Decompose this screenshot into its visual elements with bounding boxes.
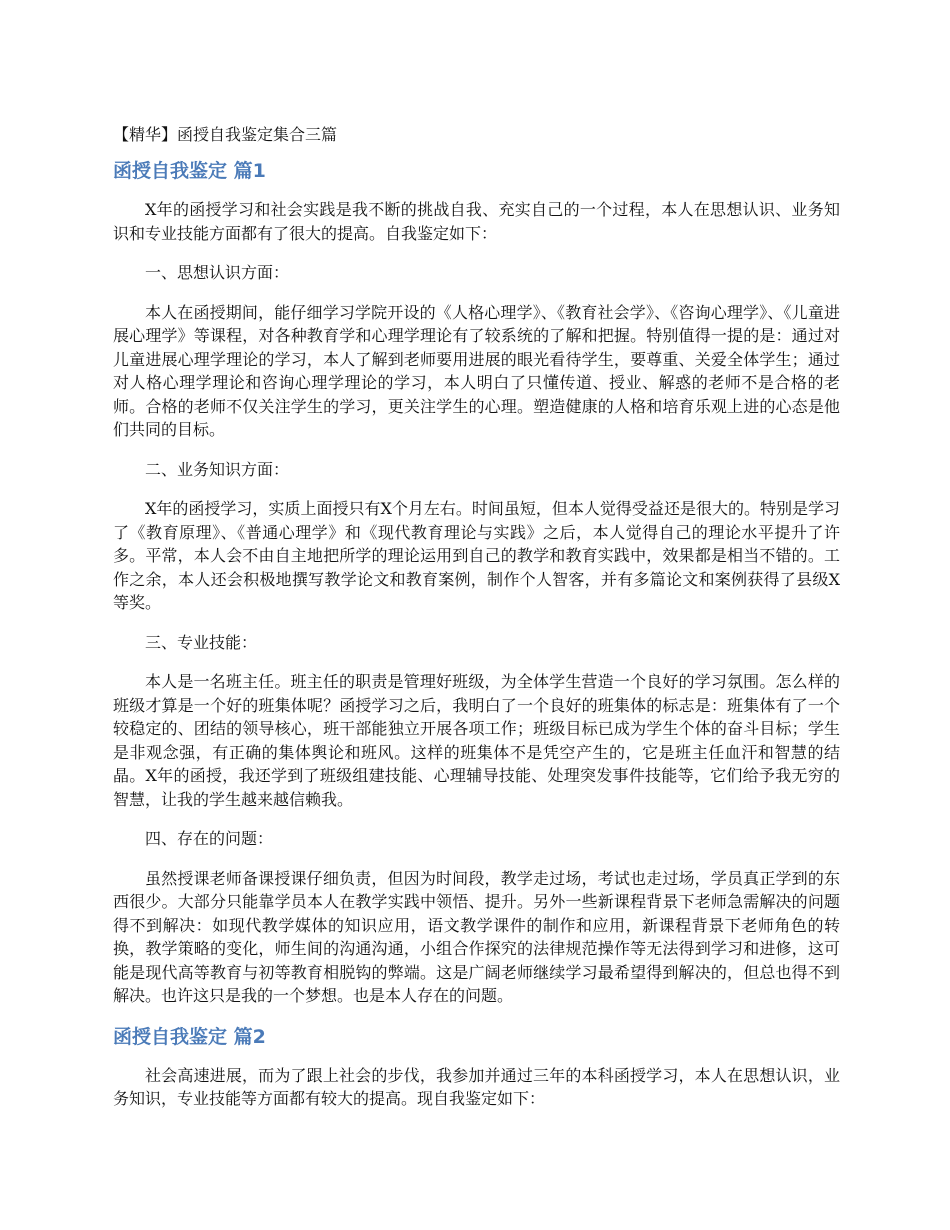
section-1-paragraph-3: 本人是一名班主任。班主任的职责是管理好班级，为全体学生营造一个良好的学习氛围。怎么样的班级才算是一个好的班集体呢？函授学习之后，我明白了一个良好的班集体的标志是：班集体有了一个较稳定的、团结的领导核心，班干部能独立开展各项工作；班级目标已成为学生个体的奋斗目标；学生是非观念强，有正确的集体舆论和班风。这样的班集体不是凭空产生的，它是班主任血汗和智慧的结晶。X年的函授，我还学到了班级组建技能、心理辅导技能、处理突发事件技能等，它们给予我无穷的智慧，让我的学生越来越信赖我。 — [113, 672, 840, 809]
section-1-paragraph-1: 本人在函授期间，能仔细学习学院开设的《人格心理学》、《教育社会学》、《咨询心理学》、《儿童进展心理学》等课程，对各种教育学和心理学理论有了较系统的了解和把握。特别值得一提的是：通过对儿童进展心理学理论的学习，本人了解到老师要用进展的眼光看待学生，要尊重、关爱全体学生；通过对人格心理学理论和咨询心理学理论的学习，本人明白了只懂传道、授业、解惑的老师不是合格的老师。合格的老师不仅关注学生的学习，更关注学生的心理。塑造健康的人格和培育乐观上进的心态是他们共同的目标。 — [113, 302, 840, 439]
section-1-paragraph-4: 虽然授课老师备课授课仔细负责，但因为时间段，教学走过场，考试也走过场，学员真正学到的东西很少。大部分只能靠学员本人在教学实践中领悟、提升。另外一些新课程背景下老师急需解决的问题得不到解决：如现代教学媒体的知识应用，语文教学课件的制作和应用，新课程背景下老师角色的转换，教学策略的变化，师生间的沟通沟通，小组合作探究的法律规范操作等无法得到学习和进修，这可能是现代高等教育与初等教育相脱钩的弊端。这是广阔老师继续学习最希望得到解决的，但总也得不到解决。也许这只是我的一个梦想。也是本人存在的问题。 — [113, 868, 840, 1005]
section-1-subhead-4: 四、存在的问题： — [145, 829, 274, 848]
section-2-intro: 社会高速进展，而为了跟上社会的步伐，我参加并通过三年的本科函授学习，本人在思想认识，业务知识，专业技能等方面都有较大的提高。现自我鉴定如下： — [113, 1065, 840, 1108]
section-1-intro: X年的函授学习和社会实践是我不断的挑战自我、充实自己的一个过程，本人在思想认识、业务知识和专业技能方面都有了很大的提高。自我鉴定如下： — [113, 200, 840, 243]
section-1-paragraph-2: X年的函授学习，实质上面授只有X个月左右。时间虽短，但本人觉得受益还是很大的。特别是学习了《教育原理》、《普通心理学》和《现代教育理论与实践》之后，本人觉得自己的理论水平提升了许多。平常，本人会不由自主地把所学的理论运用到自己的教学和教育实践中，效果都是相当不错的。工作之余，本人还会积极地撰写教学论文和教育案例，制作个人智客，并有多篇论文和案例获得了县级X等奖。 — [113, 499, 840, 612]
section-1-subhead-2: 二、业务知识方面： — [145, 459, 290, 479]
document-body — [113, 122, 840, 1127]
section-1-subhead-3: 三、专业技能： — [145, 632, 258, 652]
document-title: 【精华】函授自我鉴定集合三篇 — [113, 125, 338, 144]
section-heading-2: 函授自我鉴定 篇2 — [113, 1025, 266, 1048]
section-heading-1: 函授自我鉴定 篇1 — [113, 160, 266, 182]
section-1-subhead-1: 一、思想认识方面： — [145, 263, 290, 282]
